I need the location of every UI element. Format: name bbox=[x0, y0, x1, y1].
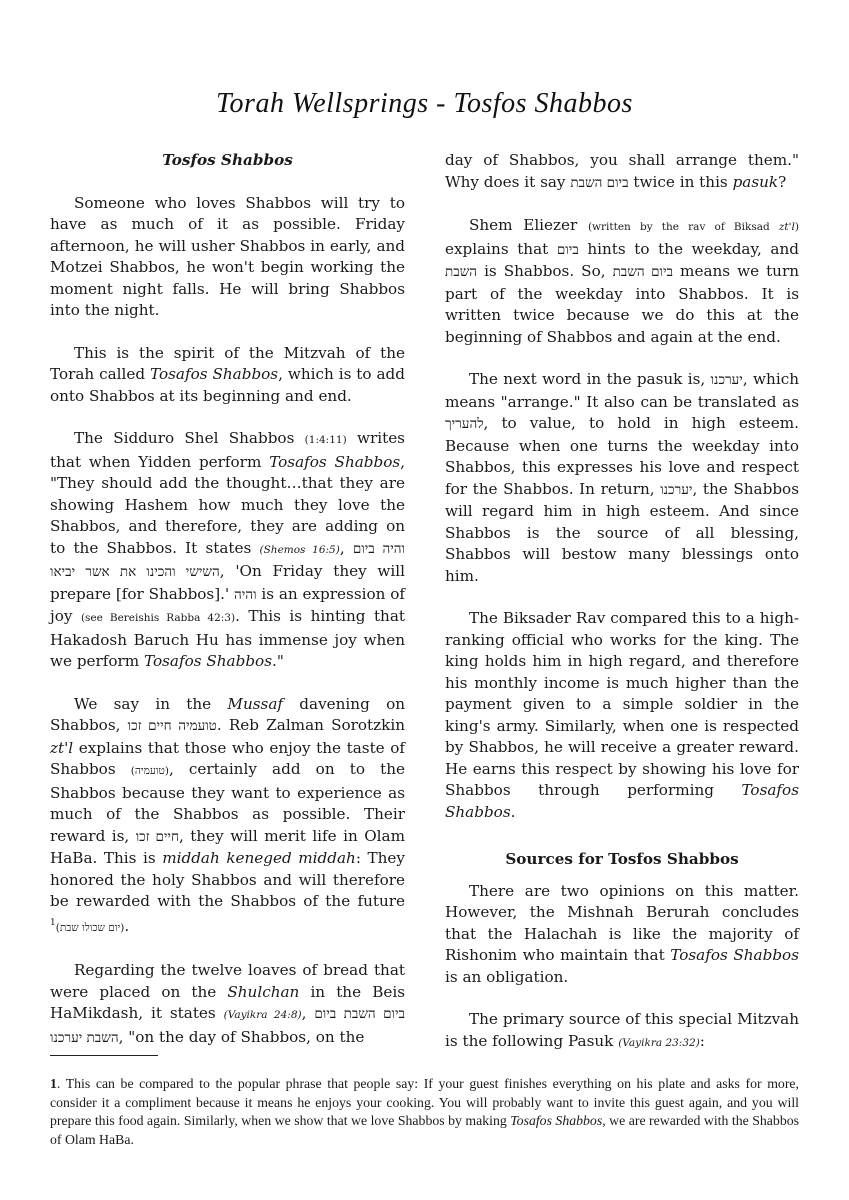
paragraph-biksader-rav: The Biksader Rav compared this to a high-ranking official who works for the king. The king holds him in high regard, and therefore his monthly income is much higher than the payment given to a simple soldier in the king's army. Similarly, when one is respected by Shabbos, he will receive a greater reward. He earns this respect by showing his love for Shabbos through performing Tosafos Shabbos. bbox=[445, 609, 799, 821]
paragraph-continued: day of Shabbos, you shall arrange them." Why does it say ביום השבת twice in this pasuk? bbox=[445, 151, 799, 191]
section-heading-sources: Sources for Tosfos Shabbos bbox=[505, 850, 739, 868]
paragraph-spirit-of-mitzvah: This is the spirit of the Mitzvah of the Torah called Tosafos Shabbos, which is to add onto Shabbos at its beginning and end. bbox=[50, 343, 405, 405]
right-column bbox=[445, 150, 799, 1054]
page-title: Torah Wellsprings - Tosfos Shabbos bbox=[216, 88, 633, 119]
paragraph-mussaf: We say in the Mussaf davening on Shabbos, טועמיה חיים זכו. Reb Zalman Sorotzkin zt'l explains that those who enjoy the taste of Shabbos (טועמיה), certainly add on to the Shabbos because they want to experience as much of the Shabbos as possible. Their reward is, חיים זכו, they will merit life in Olam HaBa. This is middah keneged middah: They honored the holy Shabbos and will therefore be rewarded with the Shabbos of the future $^1$(יום שכולו שבת). bbox=[50, 694, 406, 935]
footnote: 1. This can be compared to the popular phrase that people say: If your guest finishes everything on his plate and asks for more, consider it a compliment because it means he enjoys your cooking. You will probably want to invite this guest again, and you will prepare this food again. Similarly, when we show that we love Shabbos by making Tosafos Shabbos, we are rewarded with the Shabbos of Olam HaBa. bbox=[50, 1076, 799, 1147]
paragraph-intro: Someone who loves Shabbos will try to have as much of it as possible. Friday afternoon, he will usher Shabbos in early, and Motzei Shabbos, he won't begin working the moment night falls. He will bring Shabbos into the night. bbox=[50, 193, 405, 319]
left-column bbox=[50, 150, 405, 1049]
paragraph-primary-source: The primary source of this special Mitzvah is the following Pasuk (Vayikra 23:32): bbox=[445, 1010, 799, 1050]
footnote-divider bbox=[50, 1055, 158, 1056]
section-heading-tosfos-shabbos: Tosfos Shabbos bbox=[162, 151, 293, 169]
paragraph-shem-eliezer: Shem Eliezer (written by the rav of Biksad zt'l) explains that ביום hints to the weekday, and השבת is Shabbos. So, ביום השבת means we turn part of the weekday into Shabbos. It is written twice because we do this at the beginning of Shabbos and again at the end. bbox=[445, 216, 800, 346]
paragraph-sidduro-shel-shabbos: The Sidduro Shel Shabbos (1:4:11) writes that when Yidden perform Tosafos Shabbos, "They should add the thought…that they are showing Hashem how much they love the Shabbos, and therefore, they are adding on to the Shabbos. It states (Shemos 16:5), והיה ביום השישי והכינו את אשר יביאו, 'On Friday they will prepare [for Shabbos].' והיה is an expression of joy (see Bereishis Rabba 42:3). This is hinting that Hakadosh Baruch Hu has immense joy when we perform Tosafos Shabbos." bbox=[50, 429, 405, 670]
footnote-marker: 1 bbox=[50, 917, 56, 928]
footnote-number: 1 bbox=[50, 1076, 57, 1091]
paragraph-two-opinions: There are two opinions on this matter. However, the Mishnah Berurah concludes that the Halachah is like the majority of Rishonim who maintain that Tosafos Shabbos is an obligation. bbox=[445, 881, 799, 986]
paragraph-yaarchenu: The next word in the pasuk is, יערכנו, which means "arrange." It also can be translated as להעריך, to value, to hold in high esteem. Because when one turns the weekday into Shabbos, this expresses his love and respect for the Shabbos. In return, יערכנו, the Shabbos will regard him in high esteem. And since Shabbos is the source of all blessing, Shabbos will bestow many blessings onto him. bbox=[445, 370, 799, 585]
paragraph-twelve-loaves: Regarding the twelve loaves of bread that were placed on the Shulchan in the Beis HaMikdash, it states (Vayikra 24:8), ביום השבת ביום השבת יערכנו, "on the day of Shabbos, on the bbox=[50, 961, 405, 1046]
